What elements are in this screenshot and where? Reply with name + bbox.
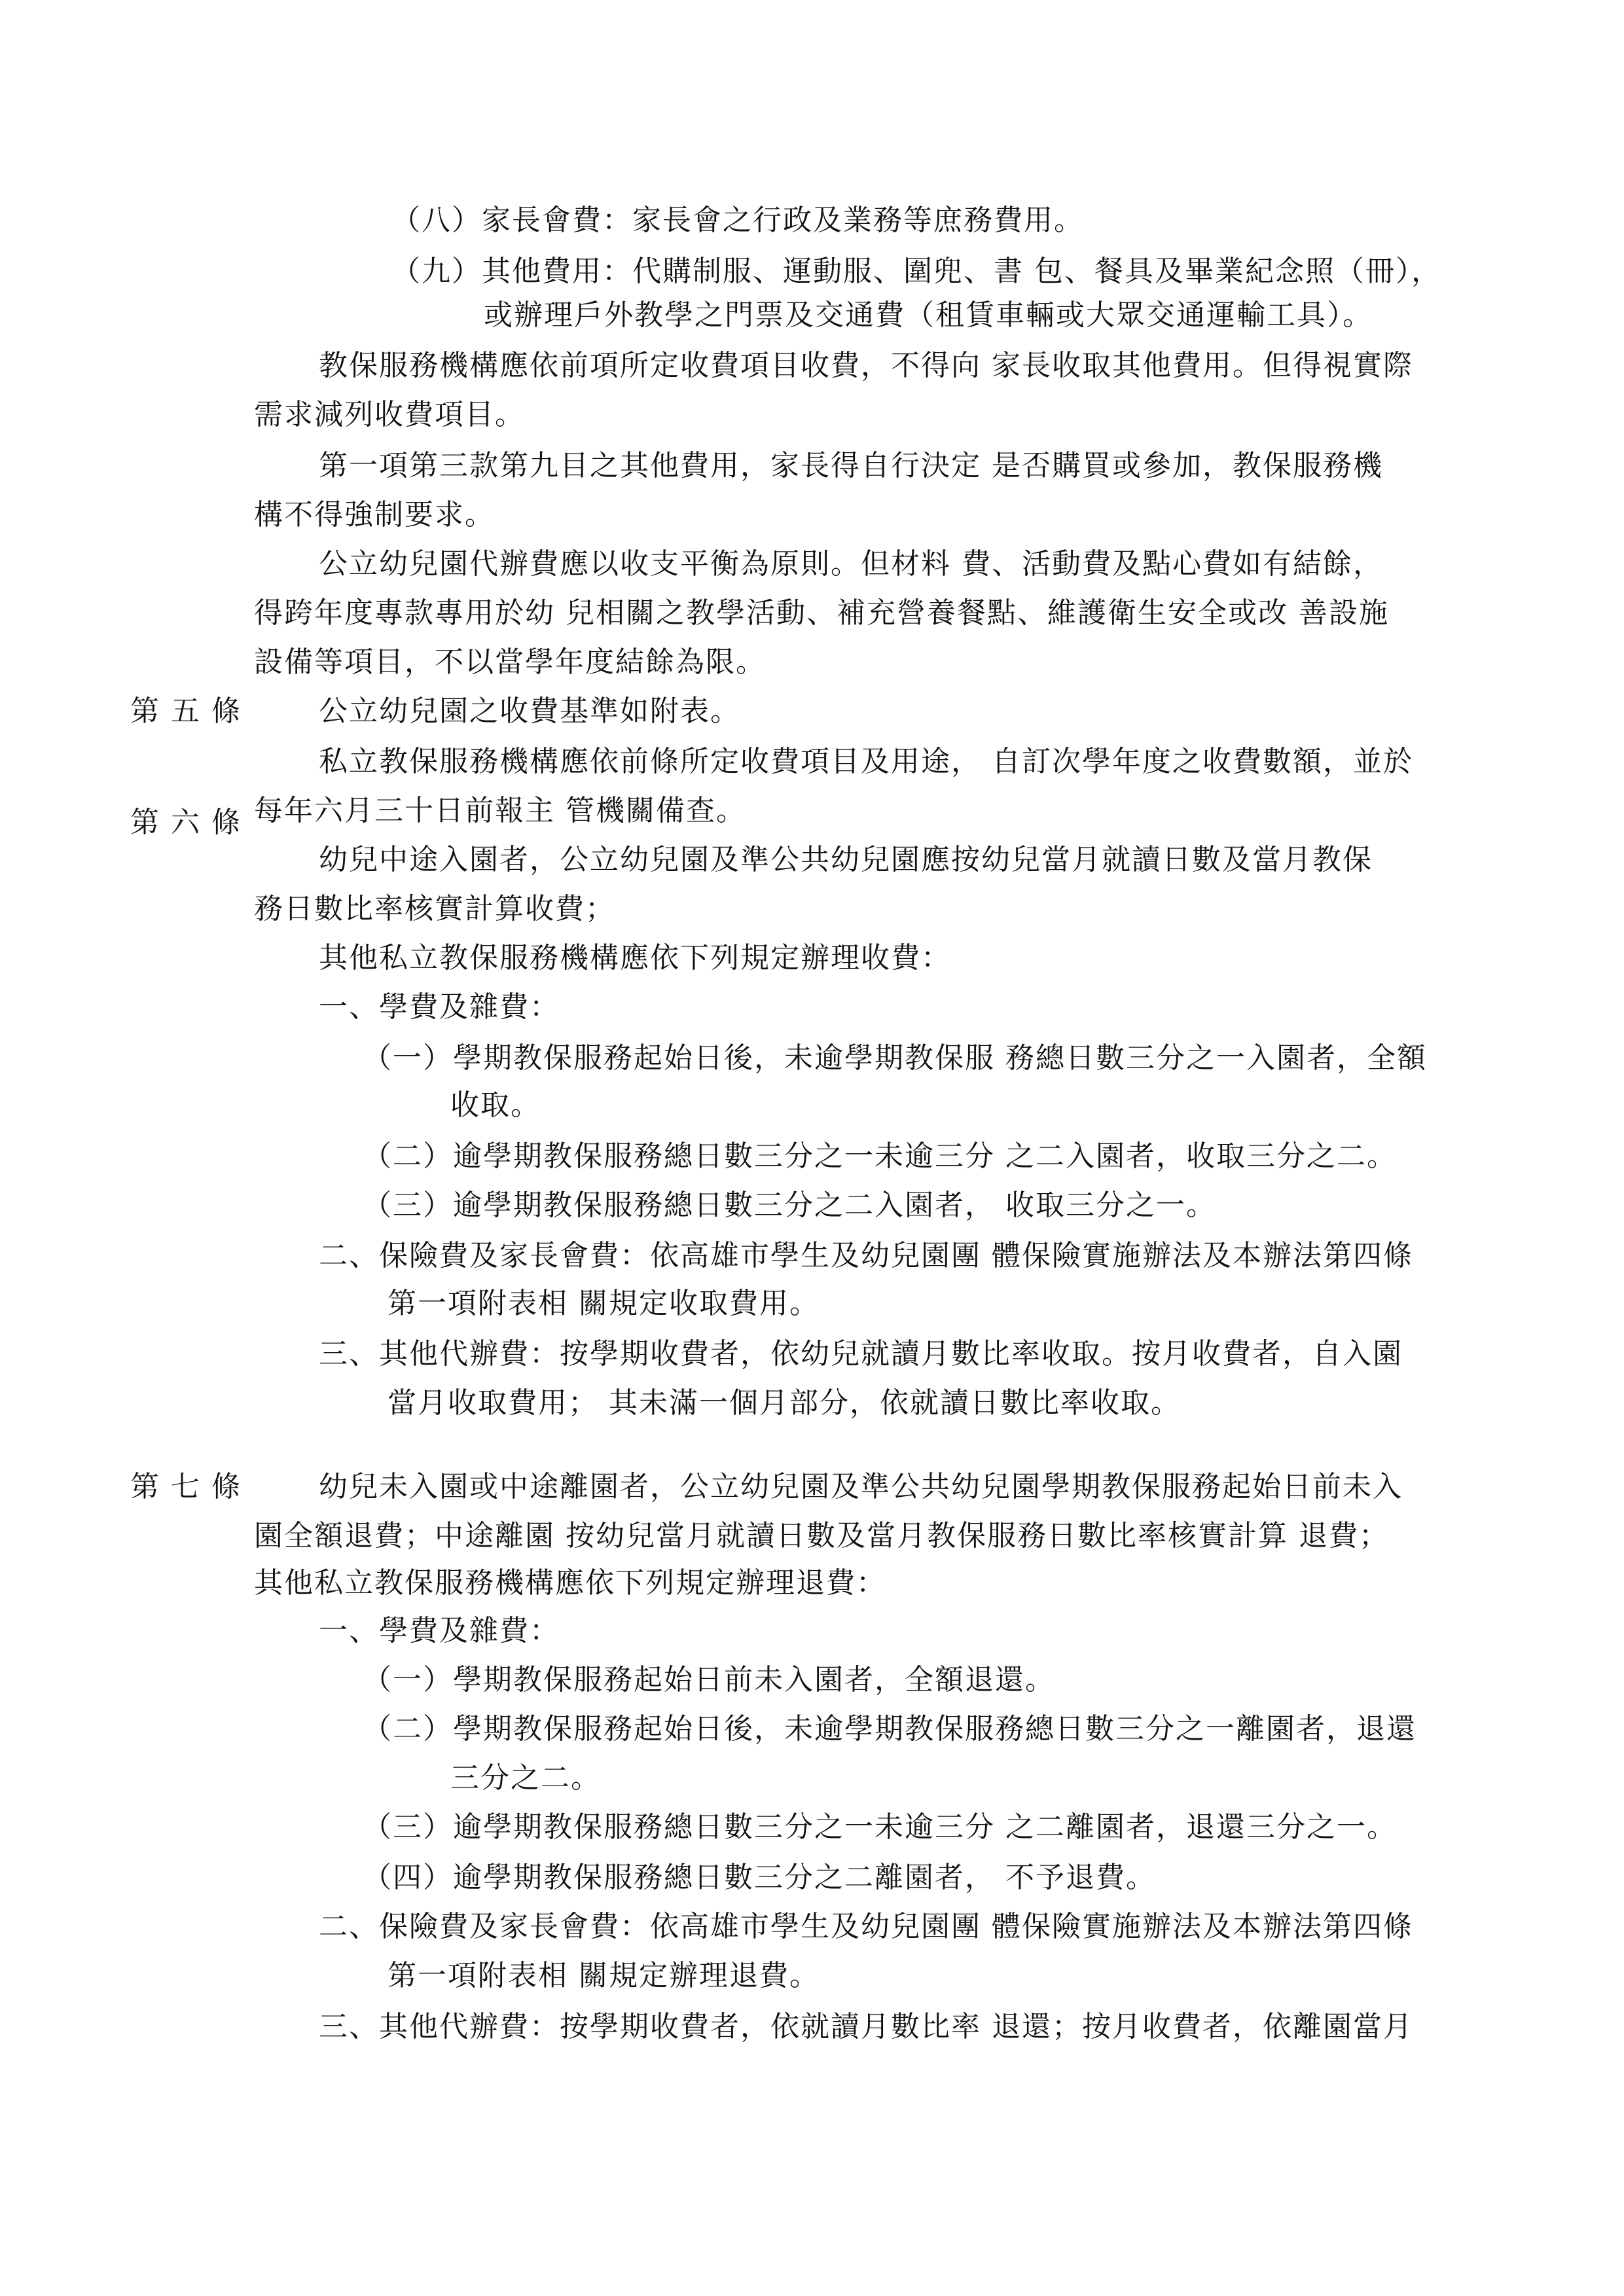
text-line: 三、其他代辦費：按學期收費者，依就讀月數比率 退還；按月收費者，依離園當月	[319, 2010, 1413, 2043]
text-line: 務日數比率核實計算收費；	[254, 892, 615, 925]
text-line: 一、學費及雜費：	[319, 990, 560, 1024]
text-line: （九）其他費用：代購制服、運動服、圍兜、書 包、餐具及畢業紀念照（冊），	[391, 255, 1441, 288]
article-6-heading: 第六條	[130, 806, 252, 839]
text-line: 第一項第三款第九目之其他費用，家長得自行決定 是否購買或參加，教保服務機	[319, 449, 1383, 482]
text-line: （四）逾學期教保服務總日數三分之二離園者， 不予退費。	[363, 1861, 1156, 1894]
text-line: 第一項附表相 關規定辦理退費。	[388, 1959, 820, 1992]
text-line: 設備等項目，不以當學年度結餘為限。	[254, 645, 766, 679]
article-7-heading: 第七條	[130, 1470, 252, 1503]
text-line: 園全額退費；中途離園 按幼兒當月就讀日數及當月教保服務日數比率核實計算 退費；	[254, 1519, 1389, 1552]
text-line: 二、保險費及家長會費：依高雄市學生及幼兒園團 體保險實施辦法及本辦法第四條	[319, 1239, 1413, 1272]
text-line: 幼兒中途入園者，公立幼兒園及準公共幼兒園應按幼兒當月就讀日數及當月教保	[319, 843, 1373, 876]
article-5-heading: 第五條	[130, 694, 252, 728]
text-line: 得跨年度專款專用於幼 兒相關之教學活動、補充營養餐點、維護衛生安全或改 善設施	[254, 596, 1389, 630]
text-line: 每年六月三十日前報主 管機關備查。	[254, 794, 746, 827]
text-line: 幼兒未入園或中途離園者，公立幼兒園及準公共幼兒園學期教保服務起始日前未入	[319, 1470, 1403, 1503]
text-line: 私立教保服務機構應依前條所定收費項目及用途， 自訂次學年度之收費數額，並於	[319, 745, 1413, 778]
text-line: 三、其他代辦費：按學期收費者，依幼兒就讀月數比率收取。按月收費者，自入園	[319, 1337, 1403, 1371]
text-line: （二）逾學期教保服務總日數三分之一未逾三分 之二入園者，收取三分之二。	[363, 1139, 1397, 1173]
text-line: （二）學期教保服務起始日後，未逾學期教保服務總日數三分之一離園者，退還	[363, 1712, 1416, 1746]
text-line: 教保服務機構應依前項所定收費項目收費，不得向 家長收取其他費用。但得視實際	[319, 349, 1413, 382]
text-line: （一）學期教保服務起始日前未入園者，全額退還。	[363, 1663, 1055, 1696]
text-line: 需求減列收費項目。	[254, 398, 525, 431]
text-line: （一）學期教保服務起始日後，未逾學期教保服 務總日數三分之一入園者，全額	[363, 1041, 1427, 1075]
text-line: 其他私立教保服務機構應依下列規定辦理收費：	[319, 941, 951, 975]
text-line: （三）逾學期教保服務總日數三分之一未逾三分 之二離園者，退還三分之一。	[363, 1810, 1397, 1844]
text-line: 一、學費及雜費：	[319, 1614, 560, 1647]
text-line: 第一項附表相 關規定收取費用。	[388, 1287, 820, 1320]
text-line: 三分之二。	[450, 1761, 601, 1795]
text-line: 收取。	[450, 1088, 541, 1122]
text-line: 公立幼兒園之收費基準如附表。	[319, 694, 740, 728]
text-line: 二、保險費及家長會費：依高雄市學生及幼兒園團 體保險實施辦法及本辦法第四條	[319, 1910, 1413, 1943]
text-line: 其他私立教保服務機構應依下列規定辦理退費：	[254, 1566, 886, 1600]
text-line: 構不得強制要求。	[254, 498, 495, 531]
text-line: （三）逾學期教保服務總日數三分之二入園者， 收取三分之一。	[363, 1189, 1216, 1222]
text-line: 當月收取費用； 其未滿一個月部分，依就讀日數比率收取。	[388, 1386, 1181, 1420]
text-line: 公立幼兒園代辦費應以收支平衡為原則。但材料 費、活動費及點心費如有結餘，	[319, 547, 1383, 581]
text-line: 或辦理戶外教學之門票及交通費（租賃車輛或大眾交通運輸工具）。	[484, 298, 1373, 332]
text-line: （八）家長會費：家長會之行政及業務等庶務費用。	[391, 204, 1084, 237]
